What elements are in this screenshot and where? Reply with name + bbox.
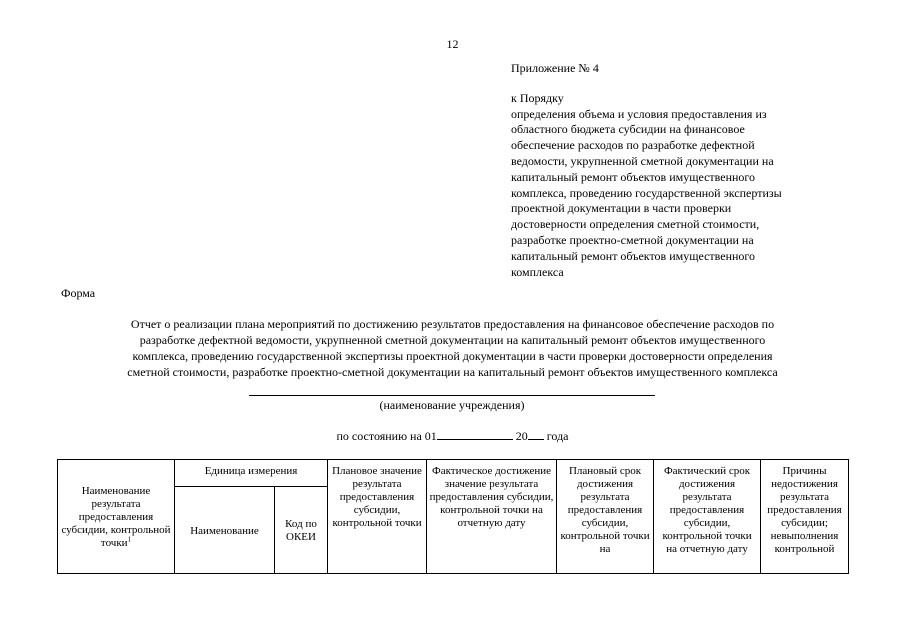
appendix-line: комплекса, проведению государственной экспертизы xyxy=(511,185,782,200)
as-of-prefix: по состоянию на 01 xyxy=(336,429,437,443)
appendix-line: к Порядку xyxy=(511,90,564,105)
report-title-line: комплекса, проведению государственной экспертизы проектной документации в части проверки достоверности определения xyxy=(132,349,773,363)
footnote-marker: 1 xyxy=(127,535,132,544)
date-blank xyxy=(437,428,513,440)
form-label: Форма xyxy=(61,286,96,300)
header-actual-value: Фактическое достижение значение результата предоставления субсидии, контрольной точки на отчетную дату xyxy=(427,460,557,574)
appendix-line: ведомости, укрупненной сметной документации на xyxy=(511,153,774,168)
appendix-line: проектной документации в части проверки xyxy=(511,201,732,216)
appendix-line: обеспечение расходов по разработке дефектной xyxy=(511,138,755,153)
appendix-line: комплекса xyxy=(511,264,564,279)
appendix-line: капитальный ремонт объектов имущественного xyxy=(511,169,756,184)
header-actual-date: Фактический срок достижения результата предоставления субсидии, контрольной точки на отчетную дату xyxy=(654,460,761,574)
report-title-line: сметной стоимости, разработке проектно-сметной документации на капитальный ремонт объектов имущественного комплекса xyxy=(127,365,778,379)
year-blank xyxy=(528,428,544,440)
appendix-subtitle xyxy=(511,91,841,281)
appendix-line: капитальный ремонт объектов имущественного xyxy=(511,248,756,263)
as-of-suffix: года xyxy=(546,429,569,443)
appendix-line: разработке проектно-сметной документации на xyxy=(511,232,754,247)
header-planned-date: Плановый срок достижения результата предоставления субсидии, контрольной точки на xyxy=(557,460,654,574)
report-title xyxy=(60,316,845,380)
appendix-line: определения объема и условия предоставления из xyxy=(511,106,767,121)
header-unit-group: Единица измерения xyxy=(175,460,328,487)
page-number: 12 xyxy=(446,37,459,51)
as-of-date xyxy=(0,428,905,444)
as-of-year: 20 xyxy=(515,429,528,443)
appendix-block xyxy=(511,61,841,280)
header-result-name: Наименование результата предоставления субсидии, контрольной точки$^1$ xyxy=(58,460,175,574)
header-reasons: Причины недостижения результата предоставления субсидии; невыполнения контрольной xyxy=(761,460,849,574)
header-planned-value: Плановое значение результата предоставления субсидии, контрольной точки xyxy=(328,460,427,574)
header-unit-code: Код по ОКЕИ xyxy=(275,487,328,574)
header-unit-name: Наименование xyxy=(175,487,275,574)
org-name-caption: (наименование учреждения) xyxy=(379,398,525,412)
report-title-line: Отчет о реализации плана мероприятий по достижению результатов предоставления на финансовое обеспечение расходов по xyxy=(130,317,775,331)
org-name-underline xyxy=(249,395,655,396)
appendix-title: Приложение № 4 xyxy=(511,61,599,75)
appendix-line: областного бюджета субсидии на финансовое xyxy=(511,122,745,137)
appendix-line: достоверности определения сметной стоимости, xyxy=(511,217,760,232)
report-table xyxy=(57,459,849,574)
report-title-line: разработке дефектной ведомости, укрупненной сметной документации на капитальный ремонт объектов имущественного xyxy=(139,333,766,347)
